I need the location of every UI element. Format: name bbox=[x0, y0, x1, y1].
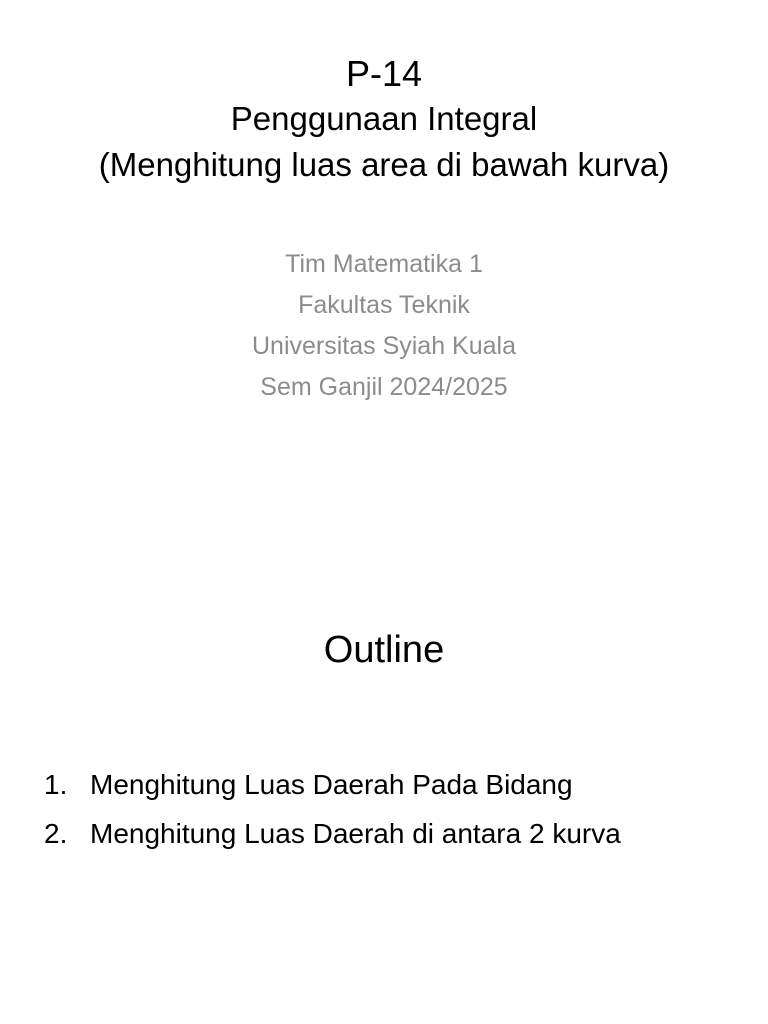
outline-heading: Outline bbox=[323, 629, 445, 671]
outline-list bbox=[44, 764, 621, 862]
slide-subtitle-detail: (Menghitung luas area di bawah kurva) bbox=[98, 146, 670, 183]
outline-item bbox=[44, 813, 621, 854]
semester-label: Sem Ganjil 2024/2025 bbox=[260, 373, 508, 401]
team-name: Tim Matematika 1 bbox=[285, 250, 483, 278]
outline-item-number: 1. bbox=[44, 769, 68, 800]
title-slide-header bbox=[0, 52, 768, 188]
outline-item-text: Menghitung Luas Daerah Pada Bidang bbox=[90, 769, 573, 800]
author-info bbox=[0, 244, 768, 408]
slide-code: P-14 bbox=[345, 53, 423, 94]
outline-item bbox=[44, 764, 621, 805]
faculty-name: Fakultas Teknik bbox=[298, 291, 470, 319]
outline-item-number: 2. bbox=[44, 818, 68, 849]
slide-subtitle-main: Penggunaan Integral bbox=[230, 100, 538, 137]
outline-item-text: Menghitung Luas Daerah di antara 2 kurva bbox=[90, 818, 621, 849]
university-name: Universitas Syiah Kuala bbox=[251, 332, 516, 360]
